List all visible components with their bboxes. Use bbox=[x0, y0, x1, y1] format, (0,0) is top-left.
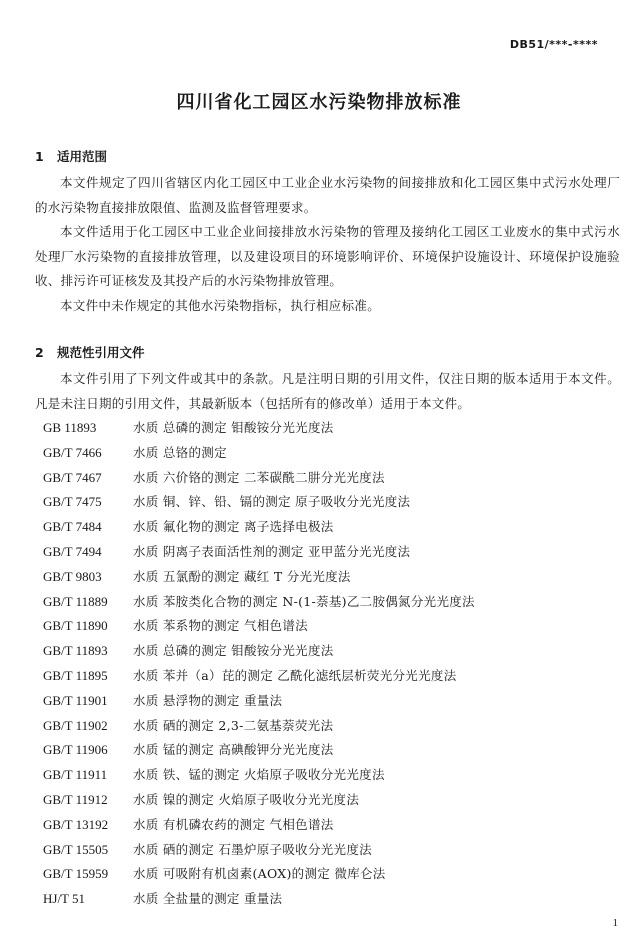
reference-row bbox=[35, 664, 620, 689]
reference-row bbox=[35, 738, 620, 763]
reference-row bbox=[35, 466, 620, 491]
section-normative-references bbox=[35, 343, 620, 912]
reference-title: 水质 总磷的测定 钼酸铵分光光度法 bbox=[133, 643, 334, 659]
section-title: 规范性引用文件 bbox=[57, 345, 145, 360]
reference-row bbox=[35, 565, 620, 590]
reference-title: 水质 苯胺类化合物的测定 N-(1-萘基)乙二胺偶氮分光光度法 bbox=[133, 593, 475, 609]
reference-title: 水质 总铬的测定 bbox=[133, 444, 227, 460]
reference-row bbox=[35, 714, 620, 739]
reference-title: 水质 全盐量的测定 重量法 bbox=[133, 891, 283, 907]
reference-row bbox=[35, 813, 620, 838]
reference-code: GB/T 7484 bbox=[43, 519, 102, 535]
reference-code: GB/T 7466 bbox=[43, 444, 102, 460]
reference-title: 水质 苯并（a）芘的测定 乙酰化滤纸层析荧光分光光度法 bbox=[133, 667, 457, 683]
reference-title: 水质 铜、锌、铅、镉的测定 原子吸收分光光度法 bbox=[133, 494, 411, 510]
reference-code: GB/T 11911 bbox=[43, 767, 108, 783]
reference-code: GB/T 7494 bbox=[43, 543, 102, 559]
reference-title: 水质 氟化物的测定 离子选择电极法 bbox=[133, 519, 334, 535]
section-number: 1 bbox=[35, 149, 44, 164]
paragraph: 本文件适用于化工园区中工业企业间接排放水污染物的管理及接纳化工园区工业废水的集中式污水处理厂水污染物的直接排放管理，以及建设项目的环境影响评价、环境保护设施设计、环境保护设施验收、排污许可证核发及其投产后的水污染物排放管理。 bbox=[35, 224, 620, 288]
section-number: 2 bbox=[35, 345, 44, 360]
reference-row bbox=[35, 887, 620, 912]
reference-title: 水质 锰的测定 高碘酸钾分光光度法 bbox=[133, 742, 334, 758]
section-title: 适用范围 bbox=[57, 149, 108, 164]
reference-code: GB/T 15505 bbox=[43, 841, 109, 857]
reference-code: GB/T 11901 bbox=[43, 692, 108, 708]
section-heading bbox=[35, 343, 620, 363]
reference-title: 水质 镍的测定 火焰原子吸收分光光度法 bbox=[133, 791, 360, 807]
reference-code: GB/T 9803 bbox=[43, 568, 102, 584]
reference-code: GB 11893 bbox=[43, 420, 97, 435]
reference-row bbox=[35, 441, 620, 466]
reference-row bbox=[35, 490, 620, 515]
document-title: 四川省化工园区水污染物排放标准 bbox=[176, 92, 462, 113]
reference-code: HJ/T 51 bbox=[43, 891, 86, 907]
reference-code: GB/T 11890 bbox=[43, 618, 108, 634]
reference-code: GB/T 11912 bbox=[43, 791, 108, 807]
page-number: 1 bbox=[612, 917, 618, 929]
reference-code: GB/T 7475 bbox=[43, 494, 102, 510]
reference-row bbox=[35, 515, 620, 540]
reference-title: 水质 可吸附有机卤素(AOX)的测定 微库仑法 bbox=[133, 866, 386, 882]
paragraph: 本文件中未作规定的其他水污染物指标，执行相应标准。 bbox=[60, 297, 381, 313]
reference-row bbox=[35, 540, 620, 565]
reference-title: 水质 硒的测定 2,3-二氨基萘荧光法 bbox=[133, 717, 334, 733]
reference-row bbox=[35, 689, 620, 714]
reference-row bbox=[35, 862, 620, 887]
document-code: DB51/***-**** bbox=[509, 38, 598, 51]
reference-title: 水质 五氯酚的测定 藏红 T 分光光度法 bbox=[133, 568, 351, 584]
section-scope bbox=[35, 147, 620, 318]
reference-title: 水质 六价铬的测定 二苯碳酰二肼分光光度法 bbox=[133, 469, 385, 485]
reference-title: 水质 阴离子表面活性剂的测定 亚甲蓝分光光度法 bbox=[133, 543, 411, 559]
reference-code: GB/T 11889 bbox=[43, 593, 108, 609]
reference-code: GB/T 11895 bbox=[43, 667, 108, 683]
reference-list bbox=[35, 416, 620, 912]
reference-code: GB/T 15959 bbox=[43, 866, 109, 882]
reference-title: 水质 苯系物的测定 气相色谱法 bbox=[133, 618, 308, 634]
reference-row bbox=[35, 590, 620, 615]
reference-row bbox=[35, 838, 620, 863]
reference-code: GB/T 11893 bbox=[43, 643, 108, 659]
reference-row bbox=[35, 763, 620, 788]
reference-row bbox=[35, 416, 620, 441]
reference-code: GB/T 13192 bbox=[43, 816, 109, 832]
reference-title: 水质 硒的测定 石墨炉原子吸收分光光度法 bbox=[133, 841, 372, 857]
paragraph: 本文件规定了四川省辖区内化工园区中工业企业水污染物的间接排放和化工园区集中式污水处理厂的水污染物直接排放限值、监测及监督管理要求。 bbox=[35, 175, 620, 215]
reference-code: GB/T 11906 bbox=[43, 742, 108, 758]
reference-row bbox=[35, 788, 620, 813]
paragraph: 本文件引用了下列文件或其中的条款。凡是注明日期的引用文件，仅注日期的版本适用于本文件。凡是未注日期的引用文件，其最新版本（包括所有的修改单）适用于本文件。 bbox=[35, 371, 620, 411]
reference-code: GB/T 11902 bbox=[43, 717, 108, 733]
reference-row bbox=[35, 614, 620, 639]
reference-title: 水质 有机磷农药的测定 气相色谱法 bbox=[133, 816, 334, 832]
section-heading bbox=[35, 147, 620, 167]
reference-title: 水质 悬浮物的测定 重量法 bbox=[133, 692, 283, 708]
reference-row bbox=[35, 639, 620, 664]
reference-code: GB/T 7467 bbox=[43, 469, 102, 485]
reference-title: 水质 总磷的测定 钼酸铵分光光度法 bbox=[133, 420, 334, 435]
reference-title: 水质 铁、锰的测定 火焰原子吸收分光光度法 bbox=[133, 767, 385, 783]
